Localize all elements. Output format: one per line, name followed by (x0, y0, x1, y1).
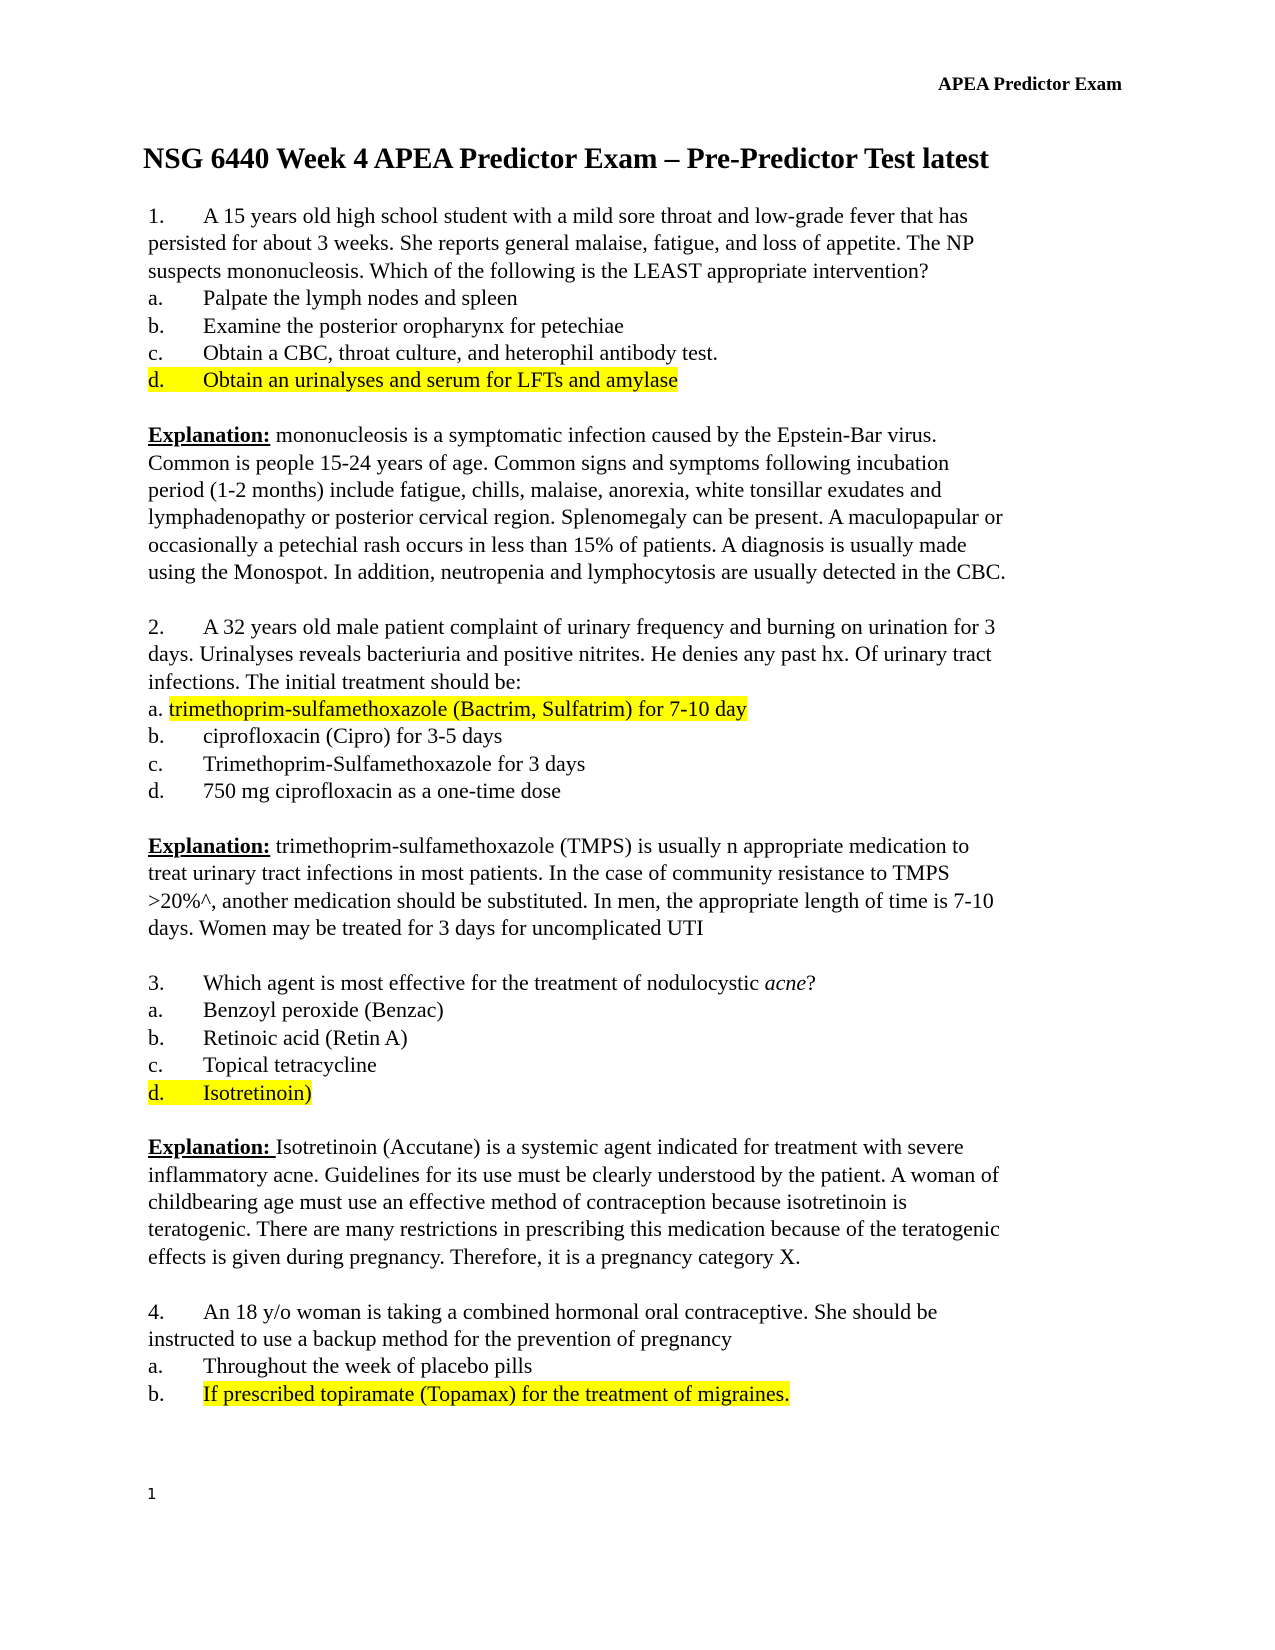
answer-option-b-correct: b. If prescribed topiramate (Topamax) for the treatment of migraines. (148, 1380, 790, 1406)
answer-option-a: a. Throughout the week of placebo pills (148, 1353, 533, 1379)
question-stem-italic: acne (764, 969, 807, 995)
explanation-label: Explanation: (148, 1134, 276, 1160)
question-stem: instructed to use a backup method for the prevention of pregnancy (148, 1326, 733, 1352)
question-stem: infections. The initial treatment should be: (148, 668, 522, 694)
question-number: 4. (148, 1298, 165, 1324)
document-body (148, 202, 1133, 1407)
question-stem: days. Urinalyses reveals bacteriuria and positive nitrites. He denies any past hx. Of urinary tract (148, 641, 992, 667)
answer-option-c: c. Topical tetracycline (148, 1052, 377, 1078)
explanation: Explanation: mononucleosis is a symptomatic infection caused by the Epstein-Bar virus. Common is people 15-24 years of age. Common signs and symptoms following incubation period (1-2 months) include fatigue, chills, malaise, anorexia, white tonsillar exudates and lymphadenopathy or posterior cervical region. Splenomegaly can be present. A maculopapular or occasionally a petechial rash occurs in less than 15% of patients. A diagnosis is usually made using the Monospot. In addition, neutropenia and lymphocytosis are usually detected in the CBC. (148, 422, 1006, 585)
answer-option-a: a. Benzoyl peroxide (Benzac) (148, 997, 444, 1023)
question-stem: persisted for about 3 weeks. She reports general malaise, fatigue, and loss of appetite. The NP (148, 230, 975, 256)
answer-option-d: d. 750 mg ciprofloxacin as a one-time dose (148, 778, 562, 804)
question-stem: Which agent is most effective for the treatment of nodulocystic (203, 969, 765, 995)
page-number: 1 (147, 1485, 157, 1503)
question-4 (148, 1298, 1133, 1408)
answer-option-b: b. ciprofloxacin (Cipro) for 3-5 days (148, 723, 503, 749)
question-2 (148, 613, 1133, 942)
question-1 (148, 202, 1133, 585)
question-stem: suspects mononucleosis. Which of the following is the LEAST appropriate intervention? (148, 257, 929, 283)
answer-option-d-correct: d. Isotretinoin) (148, 1079, 312, 1105)
question-number: 1. (148, 203, 165, 228)
answer-option-c: c. Trimethoprim-Sulfamethoxazole for 3 days (148, 750, 586, 776)
document-title: NSG 6440 Week 4 APEA Predictor Exam – Pre-Predictor Test latest (143, 143, 989, 175)
explanation: Explanation: trimethoprim-sulfamethoxazole (TMPS) is usually n appropriate medication to treat urinary tract infections in most patients. In the case of community resistance to TMPS >20%^, another medication should be substituted. In men, the appropriate length of time is 7-10 days. Women may be treated for 3 days for uncomplicated UTI (148, 832, 994, 941)
question-3: 3. Which agent is most effective for the treatment of nodulocystic acne? a. Benzoyl peroxide (Benzac) b. Retinoic acid (Retin A) c. Topical tetracycline d. Isotretinoin) Explanation: Isotretinoin (Accutane) is a systemic agent indicated for treatment with severe inflammatory acne. Guidelines for its use must be clearly understood by the patient. A woman of childbearing age must use an effective method of contraception because isotretinoin is teratogenic. There are many restrictions in prescribing this medication because of the teratogenic effects is given during pregnancy. Therefore, it is a pregnancy category X. (148, 969, 1133, 1270)
question-stem: A 32 years old male patient complaint of urinary frequency and burning on urination for 3 (203, 613, 996, 639)
explanation: Explanation: Isotretinoin (Accutane) is a systemic agent indicated for treatment with severe inflammatory acne. Guidelines for its use must be clearly understood by the patient. A woman of childbearing age must use an effective method of contraception because isotretinoin is teratogenic. There are many restrictions in prescribing this medication because of the teratogenic effects is given during pregnancy. Therefore, it is a pregnancy category X. (148, 1134, 1000, 1269)
question-number: 3. (148, 969, 165, 995)
answer-option-b: b. Retinoic acid (Retin A) (148, 1024, 408, 1050)
answer-option-b: b. Examine the posterior oropharynx for petechiae (148, 312, 624, 338)
question-stem: An 18 y/o woman is taking a combined hormonal oral contraceptive. She should be (203, 1298, 938, 1324)
explanation-label: Explanation: (148, 832, 271, 858)
explanation-label: Explanation: (148, 422, 271, 448)
question-stem: A 15 years old high school student with a mild sore throat and low-grade fever that has (203, 203, 968, 228)
answer-option-a-correct: a. trimethoprim-sulfamethoxazole (Bactrim, Sulfatrim) for 7-10 day (148, 696, 747, 722)
answer-option-a: a. Palpate the lymph nodes and spleen (148, 285, 518, 311)
answer-option-d-correct: d. Obtain an urinalyses and serum for LFTs and amylase (148, 367, 679, 393)
question-number: 2. (148, 613, 165, 639)
running-header: APEA Predictor Exam (938, 74, 1122, 95)
answer-option-c: c. Obtain a CBC, throat culture, and heterophil antibody test. (148, 339, 719, 365)
